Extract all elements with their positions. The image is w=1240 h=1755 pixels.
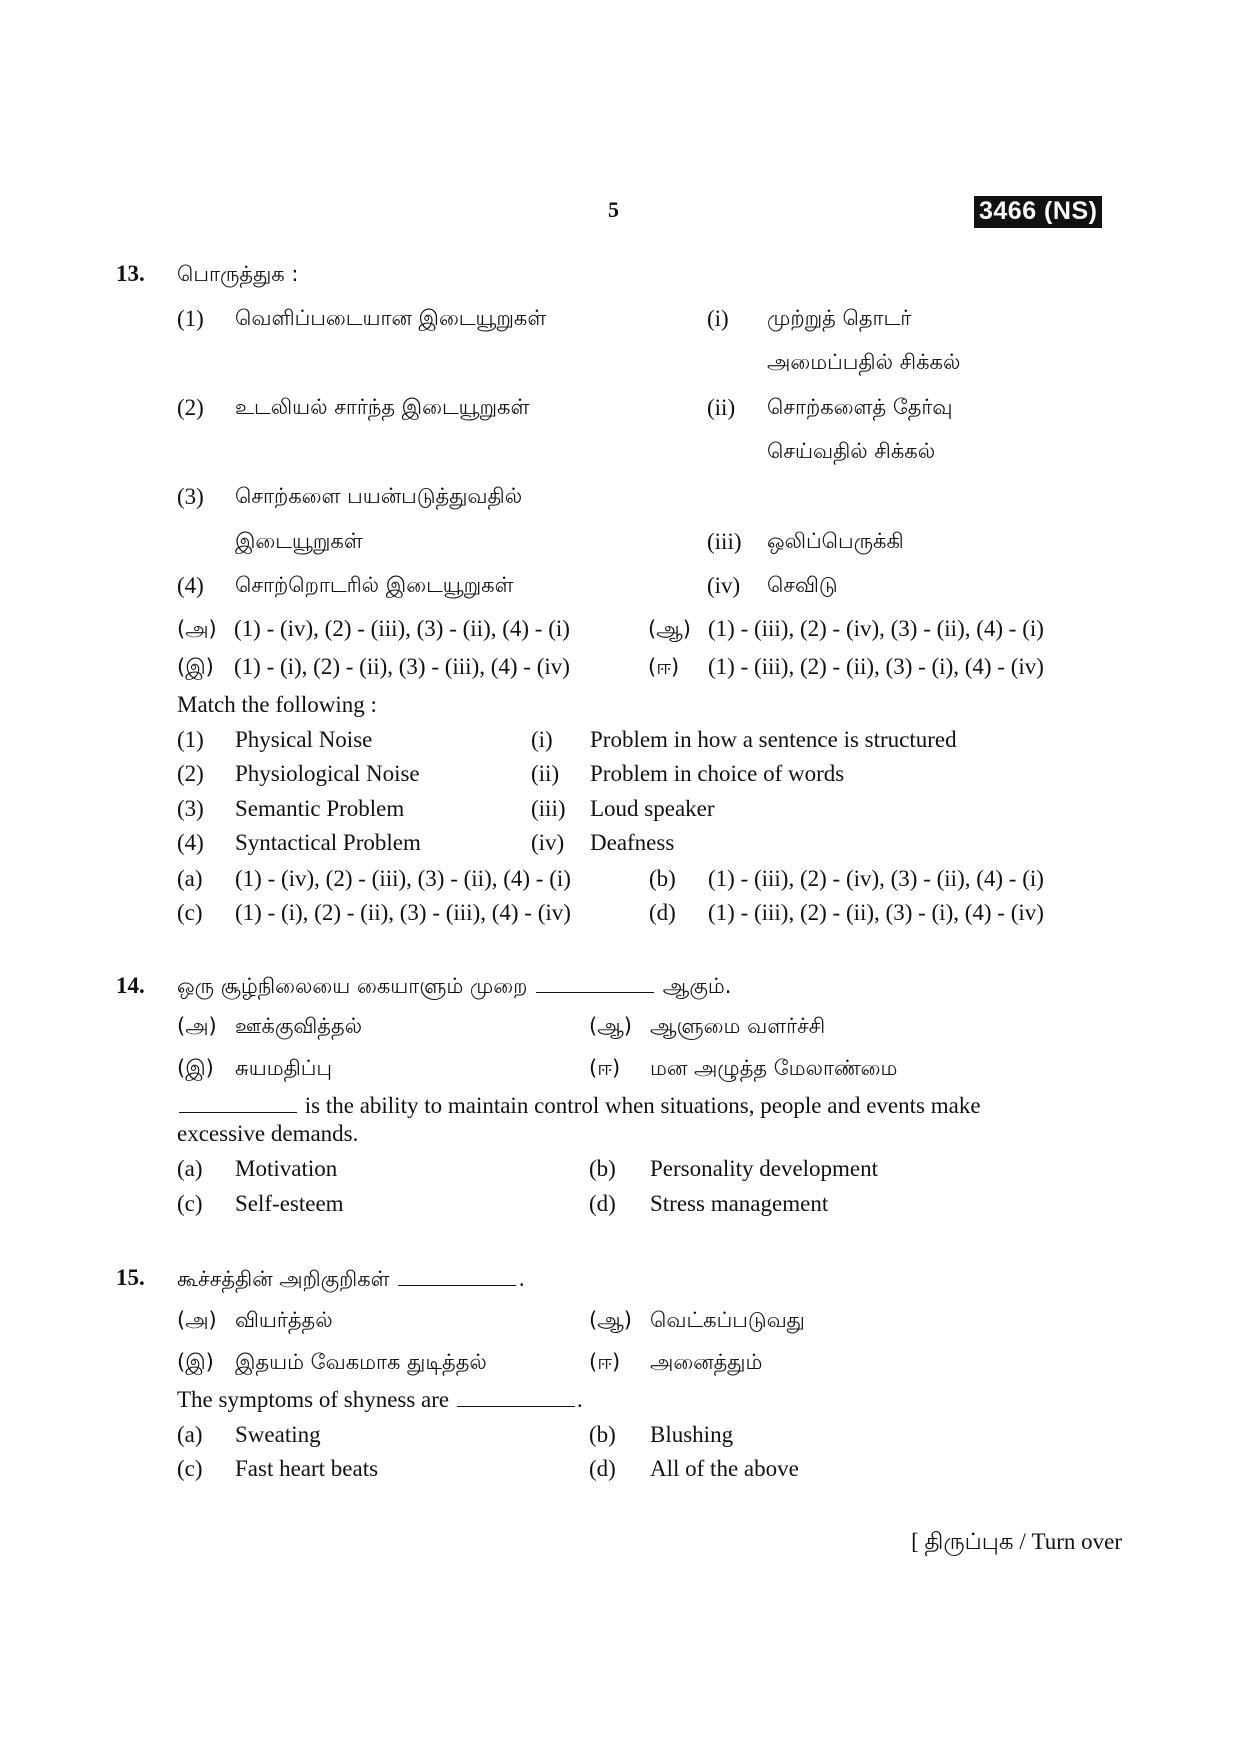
q15-english-option-c: Fast heart beats: [235, 1456, 379, 1481]
q14-english-option-label-a: (a): [177, 1156, 203, 1181]
q15-english-option-label-b: (b): [589, 1422, 616, 1447]
q14-tamil-option-a: ஊக்குவித்தல்: [235, 1014, 363, 1038]
q13-english-right-label-i: (i): [531, 727, 553, 752]
q14-english-option-d: Stress management: [650, 1191, 829, 1216]
q14-tamil-answer-blank: [536, 974, 654, 993]
q14-english-option-c: Self-esteem: [235, 1191, 344, 1216]
q13-tamil-right-label-i: (i): [707, 306, 729, 331]
q13-english-option-label-b: (b): [649, 866, 676, 891]
q14-english-option-label-b: (b): [589, 1156, 616, 1181]
q14-english-option-label-c: (c): [177, 1191, 203, 1216]
q13-tamil-right-label-iii: (iii): [707, 529, 742, 554]
q13-tamil-left-item-2: உடலியல் சார்ந்த இடையூறுகள்: [235, 395, 530, 419]
q13-tamil-option-a: (1) - (iv), (2) - (iii), (3) - (ii), (4) - (i): [234, 616, 570, 641]
q14-english-option-label-d: (d): [589, 1191, 616, 1216]
q15-english-option-label-d: (d): [589, 1456, 616, 1481]
q13-tamil-right-item-i: முற்றுத் தொடர்: [767, 306, 912, 330]
q15-tamil-option-a: வியர்த்தல்: [235, 1308, 333, 1332]
q15-tamil-stem-text: கூச்சத்தின் அறிகுறிகள்: [177, 1267, 390, 1291]
q14-tamil-option-label-ii: (ஈ): [589, 1056, 621, 1080]
q14-tamil-stem-a: ஒரு சூழ்நிலையை கையாளும் முறை: [177, 974, 528, 998]
question-15-number: 15.: [116, 1265, 145, 1290]
question-15-tamil-stem: கூச்சத்தின் அறிகுறிகள் .: [177, 1267, 526, 1291]
q15-english-option-label-a: (a): [177, 1422, 203, 1447]
q15-english-option-b: Blushing: [650, 1422, 734, 1447]
q15-tamil-option-aa: வெட்கப்படுவது: [650, 1308, 805, 1332]
q14-english-stem-line1: [177, 1093, 981, 1119]
q13-english-left-label-3: (3): [177, 796, 204, 821]
q15-english-option-label-c: (c): [177, 1456, 203, 1481]
q13-tamil-left-label-1: (1): [177, 306, 204, 331]
q15-tamil-option-label-aa: (ஆ): [589, 1308, 632, 1332]
q13-tamil-left-item-1: வெளிப்படையான இடையூறுகள்: [235, 306, 547, 330]
q14-english-option-b: Personality development: [650, 1156, 879, 1181]
q13-tamil-option-i: (1) - (i), (2) - (ii), (3) - (iii), (4) - (iv): [234, 654, 570, 679]
q13-tamil-option-label-i: (இ): [177, 655, 214, 679]
q13-english-option-label-a: (a): [177, 866, 203, 891]
q13-tamil-right-item-ii: சொற்களைத் தேர்வு: [767, 395, 953, 419]
q15-english-option-a: Sweating: [235, 1422, 321, 1447]
q13-tamil-right-item-i-cont: அமைப்பதில் சிக்கல்: [767, 350, 961, 374]
q13-tamil-option-label-aa: (ஆ): [648, 617, 691, 641]
q13-tamil-option-aa: (1) - (iii), (2) - (iv), (3) - (ii), (4) - (i): [708, 616, 1044, 641]
q13-tamil-left-item-3: சொற்களை பயன்படுத்துவதில்: [235, 484, 523, 508]
q13-english-right-item-iv: Deafness: [590, 830, 675, 855]
q13-english-option-b: (1) - (iii), (2) - (iv), (3) - (ii), (4) - (i): [708, 866, 1044, 891]
q13-tamil-left-item-3-cont: இடையூறுகள்: [235, 529, 363, 553]
q15-tamil-option-label-i: (இ): [177, 1350, 214, 1374]
q13-english-right-item-i: Problem in how a sentence is structured: [590, 727, 957, 752]
q13-english-stem: Match the following :: [177, 692, 377, 717]
q13-english-right-item-iii: Loud speaker: [590, 796, 715, 821]
q15-english-option-d: All of the above: [650, 1456, 799, 1481]
q13-tamil-left-item-4: சொற்றொடரில் இடையூறுகள்: [235, 573, 514, 597]
q15-english-stem-text: The symptoms of shyness are: [177, 1387, 450, 1412]
q13-english-option-a: (1) - (iv), (2) - (iii), (3) - (ii), (4) - (i): [235, 866, 571, 891]
q14-tamil-option-ii: மன அழுத்த மேலாண்மை: [650, 1056, 898, 1080]
q13-tamil-left-label-4: (4): [177, 573, 204, 598]
question-14-number: 14.: [116, 973, 145, 998]
question-13-number: 13.: [116, 261, 145, 286]
q14-tamil-option-label-i: (இ): [177, 1056, 214, 1080]
q14-tamil-stem-b: ஆகும்.: [662, 974, 732, 998]
q14-tamil-option-aa: ஆளுமை வளர்ச்சி: [650, 1014, 826, 1038]
q13-english-left-label-2: (2): [177, 761, 204, 786]
q13-english-right-label-iii: (iii): [531, 796, 566, 821]
q14-english-answer-blank: [179, 1094, 297, 1113]
q13-english-left-item-1: Physical Noise: [235, 727, 373, 752]
q13-tamil-option-ii: (1) - (iii), (2) - (ii), (3) - (i), (4) - (iv): [708, 654, 1044, 679]
q13-tamil-left-label-2: (2): [177, 395, 204, 420]
q14-english-stem-line2: excessive demands.: [177, 1121, 359, 1146]
q13-tamil-option-label-a: (அ): [177, 617, 217, 641]
q13-tamil-right-item-ii-cont: செய்வதில் சிக்கல்: [767, 439, 936, 463]
q13-english-right-label-ii: (ii): [531, 761, 560, 786]
q13-english-right-label-iv: (iv): [531, 830, 565, 855]
q13-english-left-item-2: Physiological Noise: [235, 761, 420, 786]
q15-english-answer-blank: [457, 1388, 575, 1407]
q13-english-option-label-d: (d): [649, 900, 676, 925]
q13-english-option-c: (1) - (i), (2) - (ii), (3) - (iii), (4) - (iv): [235, 900, 571, 925]
q13-tamil-right-item-iv: செவிடு: [767, 573, 838, 597]
q15-tamil-option-ii: அனைத்தும்: [650, 1350, 763, 1374]
q14-english-option-a: Motivation: [235, 1156, 338, 1181]
q13-english-left-label-1: (1): [177, 727, 204, 752]
q13-english-option-d: (1) - (iii), (2) - (ii), (3) - (i), (4) - (iv): [708, 900, 1044, 925]
q13-tamil-left-label-3: (3): [177, 484, 204, 509]
q13-tamil-right-label-iv: (iv): [707, 573, 741, 598]
question-14-tamil-stem: [177, 974, 731, 1001]
q13-english-right-item-ii: Problem in choice of words: [590, 761, 845, 786]
q15-tamil-answer-blank: [398, 1267, 516, 1286]
q14-english-stem-text: is the ability to maintain control when situations, people and events make: [304, 1093, 981, 1118]
q14-tamil-option-label-a: (அ): [177, 1014, 217, 1038]
q13-english-left-item-4: Syntactical Problem: [235, 830, 421, 855]
q13-english-option-label-c: (c): [177, 900, 203, 925]
q15-tamil-option-label-a: (அ): [177, 1308, 217, 1332]
q14-tamil-option-i: சுயமதிப்பு: [235, 1056, 333, 1080]
q15-tamil-option-label-ii: (ஈ): [589, 1350, 621, 1374]
question-13-tamil-stem: பொருத்துக :: [177, 262, 299, 286]
q13-english-left-item-3: Semantic Problem: [235, 796, 405, 821]
page-number: 5: [608, 197, 619, 222]
q13-tamil-right-item-iii: ஒலிப்பெருக்கி: [767, 529, 904, 553]
q13-english-left-label-4: (4): [177, 830, 204, 855]
q15-tamil-option-i: இதயம் வேகமாக துடித்தல்: [235, 1350, 487, 1374]
paper-code-badge: 3466 (NS): [974, 196, 1102, 228]
turn-over-note: [ திருப்புக / Turn over: [911, 1529, 1122, 1554]
q14-tamil-option-label-aa: (ஆ): [589, 1014, 632, 1038]
q15-english-stem: The symptoms of shyness are .: [177, 1387, 583, 1412]
q13-tamil-right-label-ii: (ii): [707, 395, 736, 420]
q13-tamil-option-label-ii: (ஈ): [648, 655, 680, 679]
